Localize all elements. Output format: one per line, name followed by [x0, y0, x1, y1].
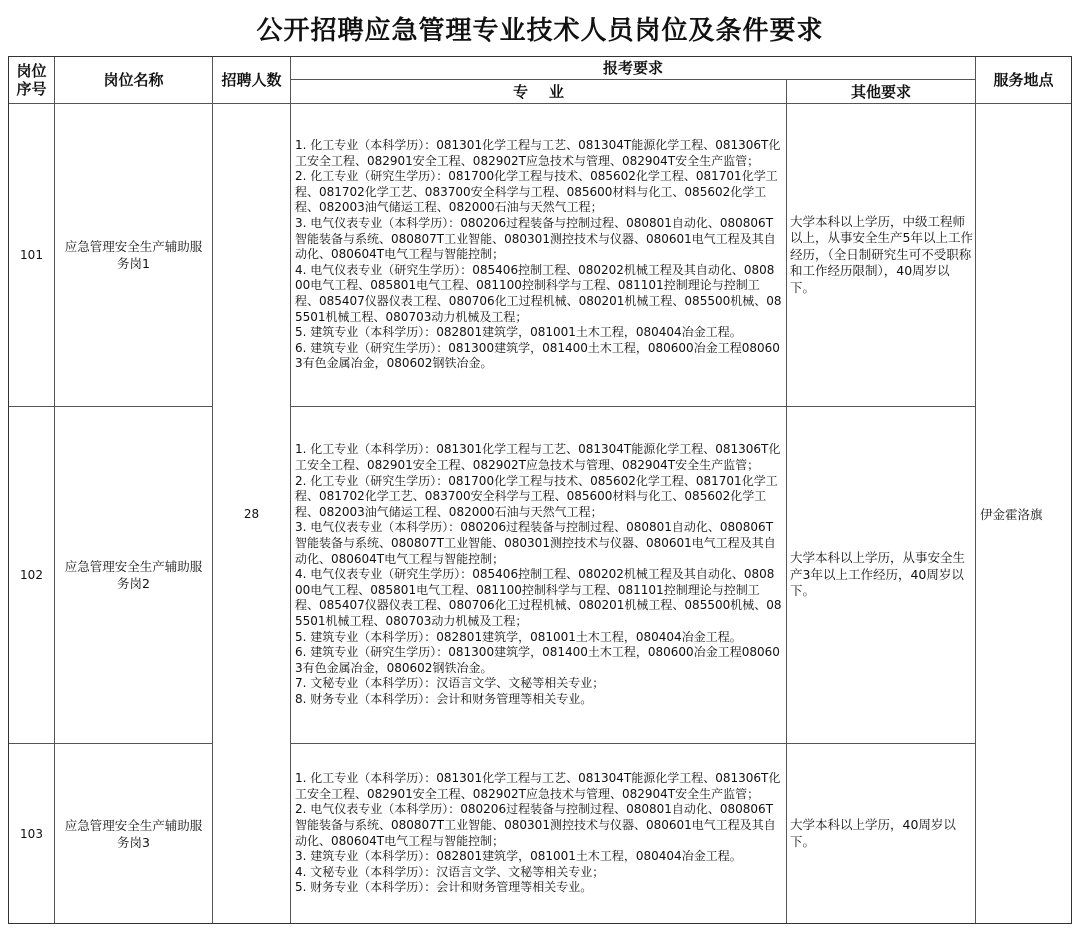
header-post-no-line1: 岗位 — [16, 62, 47, 80]
major-item: 7. 文秘专业（本科学历）：汉语言文学、文秘等相关专业； — [295, 676, 605, 691]
header-post-no — [9, 57, 54, 103]
major-item: 8. 财务专业（本科学历）：会计和财务管理等相关专业。 — [295, 691, 593, 706]
header-recruit-count: 招聘人数 — [221, 71, 282, 89]
other-requirements: 大学本科以上学历，从事安全生产3年以上工作经历，40周岁以下。 — [790, 550, 966, 599]
document-title: 公开招聘应急管理专业技术人员岗位及条件要求 — [256, 16, 824, 46]
major-item: 3. 电气仪表专业（本科学历）：080206过程装备与控制过程、080801自动化、080806T智能装备与系统、080807T工业智能、080301测控技术与仪器、080601电气工程及其自动化、080604T电气工程与智能控制； — [295, 520, 776, 566]
header-location: 服务地点 — [993, 71, 1054, 89]
major-requirements — [291, 407, 786, 743]
major-item: 5. 建筑专业（本科学历）：082801建筑学，081001土木工程，080404冶金工程。 — [295, 325, 742, 340]
major-item: 1. 化工专业（本科学历）：081301化学工程与工艺、081304T能源化学工程、081306T化工安全工程、082901安全工程、082902T应急技术与管理、082904T安全生产监管； — [295, 442, 781, 473]
other-requirements: 大学本科以上学历，中级工程师以上，从事安全生产5年以上工作经历，（全日制研究生可不受职称和工作经历限制），40周岁以下。 — [790, 213, 973, 295]
other-requirements: 大学本科以上学历，40周岁以下。 — [790, 817, 956, 849]
header-requirements: 报考要求 — [602, 59, 663, 77]
major-item: 3. 建筑专业（本科学历）：082801建筑学，081001土木工程，080404冶金工程。 — [295, 849, 742, 864]
table-row-no: 103 — [20, 826, 43, 841]
location-value: 伊金霍洛旗 — [980, 506, 1043, 522]
header-other: 其他要求 — [850, 82, 911, 101]
major-item: 6. 建筑专业（研究生学历）：081300建筑学，081400土木工程，080600冶金工程080603有色金属冶金，080602钢铁冶金。 — [295, 645, 780, 675]
major-item: 1. 化工专业（本科学历）：081301化学工程与工艺、081304T能源化学工程、081306T化工安全工程、082901安全工程、082902T应急技术与管理、082904T安全生产监管； — [295, 771, 781, 801]
post-name: 应急管理安全生产辅助服务岗2 — [64, 559, 203, 591]
header-post-name: 岗位名称 — [103, 71, 164, 89]
major-item: 4. 电气仪表专业（研究生学历）：085406控制工程、080202机械工程及其自动化、080800电气工程、085801电气工程、081100控制科学与工程、081101控制理论与控制工程、085407仪器仪表工程、080706化工过程机械、080201机械工程、085500机械、085501机械工程、080703动力机械及工程； — [295, 262, 782, 324]
major-item: 2. 化工专业（研究生学历）：081700化学工程与技术、085602化学工程、081701化学工程、081702化学工艺、083700安全科学与工程、085600材料与化工、085602化学工程、082003油气储运工程、082000石油与天然气工程； — [295, 473, 778, 519]
major-item: 2. 化工专业（研究生学历）：081700化学工程与技术、085602化学工程、081701化学工程、081702化学工艺、083700安全科学与工程、085600材料与化工、085602化学工程、082003油气储运工程、082000石油与天然气工程； — [295, 169, 778, 215]
recruit-count-value: 28 — [243, 506, 260, 521]
major-item: 6. 建筑专业（研究生学历）：081300建筑学，081400土木工程，080600冶金工程080603有色金属冶金，080602钢铁冶金。 — [295, 340, 780, 371]
major-item: 4. 文秘专业（本科学历）：汉语言文学、文秘等相关专业； — [295, 864, 605, 879]
major-item: 4. 电气仪表专业（研究生学历）：085406控制工程、080202机械工程及其自动化、080800电气工程、085801电气工程、081100控制科学与工程、081101控制理论与控制工程、085407仪器仪表工程、080706化工过程机械、080201机械工程、085500机械、085501机械工程、080703动力机械及工程； — [295, 567, 782, 628]
table-row-no: 101 — [20, 248, 43, 262]
major-item: 3. 电气仪表专业（本科学历）：080206过程装备与控制过程、080801自动化、080806T智能装备与系统、080807T工业智能、080301测控技术与仪器、080601电气工程及其自动化、080604T电气工程与智能控制； — [295, 216, 776, 262]
major-item: 5. 建筑专业（本科学历）：082801建筑学，081001土木工程，080404冶金工程。 — [295, 629, 742, 644]
major-item: 5. 财务专业（本科学历）：会计和财务管理等相关专业。 — [295, 880, 593, 895]
post-name: 应急管理安全生产辅助服务岗1 — [64, 239, 203, 271]
header-post-no-line2: 序号 — [16, 80, 47, 98]
major-requirements — [291, 744, 786, 923]
major-item: 1. 化工专业（本科学历）：081301化学工程与工艺、081304T能源化学工程、081306T化工安全工程、082901安全工程、082902T应急技术与管理、082904T安全生产监管； — [295, 138, 781, 168]
table-row-no: 102 — [20, 568, 43, 582]
major-requirements — [291, 104, 786, 406]
major-item: 2. 电气仪表专业（本科学历）：080206过程装备与控制过程、080801自动化、080806T智能装备与系统、080807T工业智能、080301测控技术与仪器、080601电气工程及其自动化、080604T电气工程与智能控制； — [295, 802, 776, 848]
recruitment-table — [8, 56, 1072, 924]
header-major: 专 业 — [513, 82, 564, 101]
post-name: 应急管理安全生产辅助服务岗3 — [64, 817, 203, 850]
